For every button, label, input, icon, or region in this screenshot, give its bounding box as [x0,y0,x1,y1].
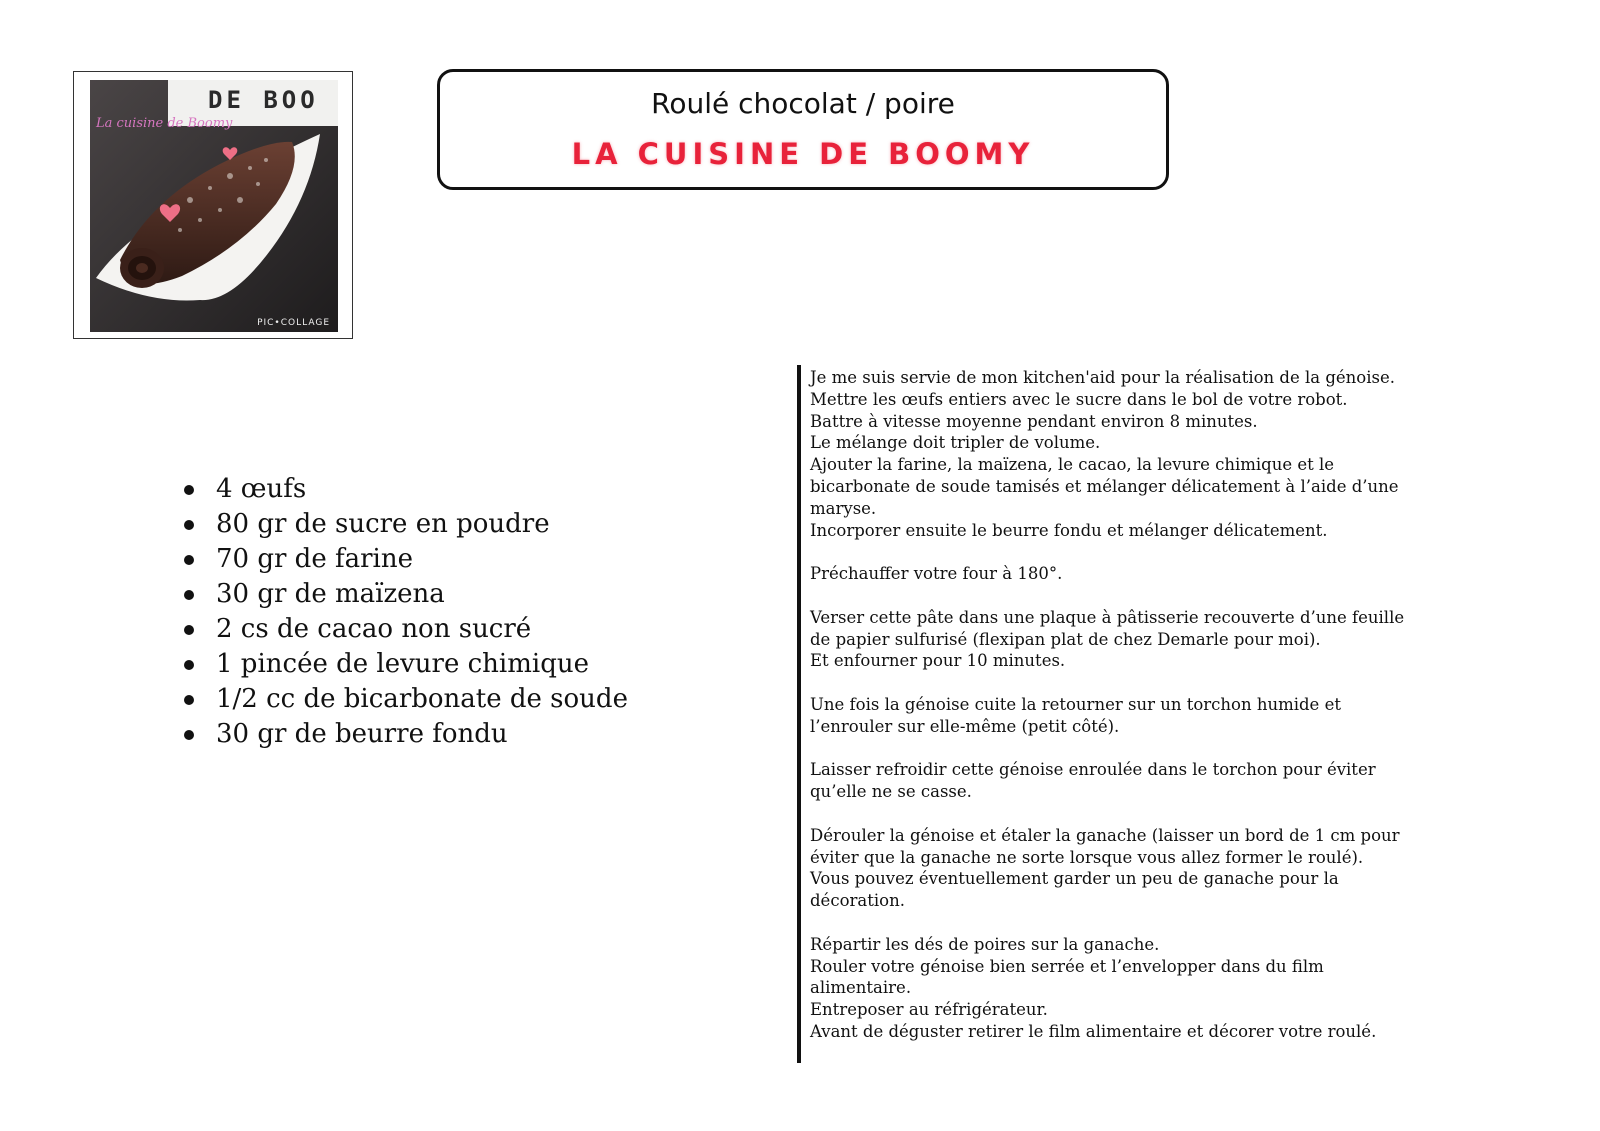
photo-watermark: La cuisine de Boomy [96,116,233,131]
bullet-icon [184,485,194,495]
ingredient-item: 30 gr de beurre fondu [178,717,628,752]
paragraph-gap [810,541,1410,563]
paragraph-gap [810,803,1410,825]
bullet-icon [184,625,194,635]
photo-app-tag: PIC•COLLAGE [257,318,330,328]
photo-sign-text: DE BOO [208,86,319,114]
instruction-line: l’enrouler sur elle-même (petit côté). [810,716,1120,736]
instruction-line: Incorporer ensuite le beurre fondu et mélanger délicatement. [810,520,1328,540]
ingredient-item: 1/2 cc de bicarbonate de soude [178,682,628,717]
instruction-line: Je me suis servie de mon kitchen'aid pour la réalisation de la génoise. [810,368,1395,387]
instruction-line: Verser cette pâte dans une plaque à pâtisserie recouverte d’une feuille [810,607,1405,627]
bullet-icon [184,555,194,565]
instruction-line: qu’elle ne se casse. [810,782,972,802]
ingredient-item: 70 gr de farine [178,542,628,577]
ingredient-item: 30 gr de maïzena [178,577,628,612]
instruction-line: alimentaire. [810,978,912,998]
bullet-icon [184,660,194,670]
ingredient-item: 80 gr de sucre en poudre [178,507,628,542]
instruction-line: Avant de déguster retirer le film alimentaire et décorer votre roulé. [810,1021,1377,1041]
instructions-block [810,367,1410,1043]
instruction-line: de papier sulfurisé (flexipan plat de chez Demarle pour moi). [810,629,1321,649]
instruction-line: Dérouler la génoise et étaler la ganache (laisser un bord de 1 cm pour [810,825,1400,845]
paragraph-gap [810,738,1410,760]
instruction-line: Répartir les dés de poires sur la ganache. [810,934,1160,954]
instruction-line: Laisser refroidir cette génoise enroulée dans le torchon pour éviter [810,760,1376,780]
instruction-line: Mettre les œufs entiers avec le sucre dans le bol de votre robot. [810,389,1348,409]
bullet-icon [184,695,194,705]
instruction-line: éviter que la ganache ne sorte lorsque vous allez former le roulé). [810,847,1364,867]
bullet-icon [184,520,194,530]
recipe-photo-frame [73,71,353,339]
instructions-divider [797,365,801,1063]
paragraph-gap [810,672,1410,694]
instruction-line: Préchauffer votre four à 180°. [810,564,1063,584]
instruction-line: maryse. [810,498,877,518]
instruction-line: décoration. [810,891,905,911]
paragraph-gap [810,912,1410,934]
instruction-line: bicarbonate de soude tamisés et mélanger délicatement à l’aide d’une [810,476,1399,496]
recipe-title: Roulé chocolat / poire [651,87,955,120]
ingredient-item: 2 cs de cacao non sucré [178,612,628,647]
ingredient-item: 4 œufs [178,472,628,507]
instruction-line: Une fois la génoise cuite la retourner sur un torchon humide et [810,694,1341,714]
instruction-line: Vous pouvez éventuellement garder un peu de ganache pour la [810,869,1339,889]
recipe-photo [90,80,338,332]
bullet-icon [184,590,194,600]
paragraph-gap [810,585,1410,607]
instruction-line: Rouler votre génoise bien serrée et l’envelopper dans du film [810,956,1324,976]
brand-name: LA CUISINE DE BOOMY [571,137,1035,171]
instruction-line: Le mélange doit tripler de volume. [810,433,1101,453]
instruction-line: Et enfourner pour 10 minutes. [810,651,1066,671]
ingredient-item: 1 pincée de levure chimique [178,647,628,682]
bullet-icon [184,730,194,740]
instruction-line: Ajouter la farine, la maïzena, le cacao, la levure chimique et le [810,455,1335,475]
recipe-title-box [437,69,1169,190]
instruction-line: Battre à vitesse moyenne pendant environ 8 minutes. [810,411,1258,431]
instruction-line: Entreposer au réfrigérateur. [810,1000,1048,1020]
ingredients-list [178,472,628,752]
